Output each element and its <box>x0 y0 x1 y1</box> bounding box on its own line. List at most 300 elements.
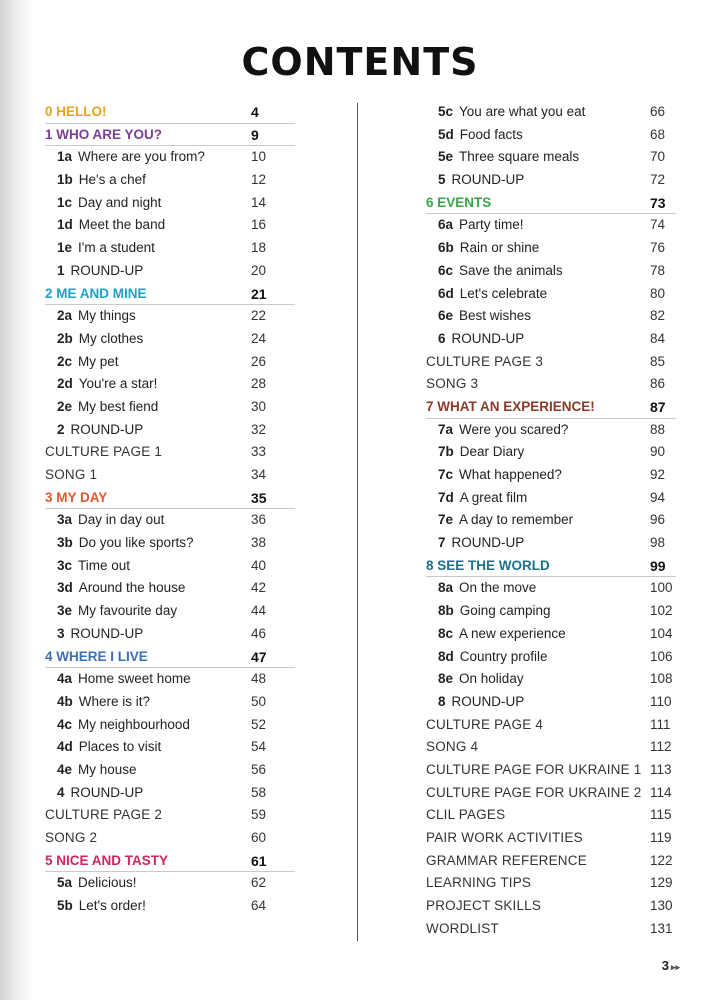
toc-page-number: 78 <box>650 262 666 278</box>
toc-page-number: 40 <box>251 557 267 573</box>
toc-lesson-row <box>426 509 676 532</box>
toc-entry-title <box>438 305 531 328</box>
lesson-code: 1b <box>57 172 73 188</box>
toc-entry-title <box>438 169 524 192</box>
toc-lesson-row <box>45 214 295 237</box>
toc-lesson-row <box>426 237 676 260</box>
toc-unit-row <box>45 850 295 873</box>
toc-extra-row <box>45 827 295 850</box>
toc-lesson-row <box>45 396 295 419</box>
lesson-code: 8 <box>438 693 446 709</box>
toc-page-number: 12 <box>251 172 267 188</box>
lesson-code: 2 <box>57 421 65 437</box>
toc-lesson-row <box>426 124 676 147</box>
toc-entry-title <box>438 260 563 283</box>
toc-entry-title: SONG 3 <box>426 376 479 392</box>
toc-page-number: 32 <box>251 421 267 437</box>
toc-page-number: 114 <box>650 784 672 800</box>
toc-entry-title <box>438 283 547 306</box>
toc-page-number: 64 <box>251 898 267 914</box>
toc-page-number: 100 <box>650 580 673 596</box>
toc-page-number: 58 <box>251 784 267 800</box>
lesson-title: My clothes <box>78 330 144 346</box>
lesson-code: 1 <box>57 262 65 278</box>
toc-entry-title: CULTURE PAGE 4 <box>426 716 544 732</box>
lesson-title: ROUND-UP <box>70 262 144 278</box>
toc-entry-title: 4 WHERE I LIVE <box>45 648 148 664</box>
toc-entry-title: GRAMMAR REFERENCE <box>426 852 587 868</box>
column-divider <box>357 103 358 941</box>
lesson-title: He's a chef <box>78 172 146 188</box>
lesson-title: What happened? <box>459 467 562 482</box>
toc-page-number: 9 <box>251 126 259 143</box>
page-number-text: 3 <box>661 958 669 973</box>
lesson-code: 5 <box>438 172 446 188</box>
toc-lesson-row <box>45 555 295 578</box>
lesson-title: Where are you from? <box>78 149 205 165</box>
lesson-title: On the move <box>459 580 537 596</box>
toc-page-number: 24 <box>251 330 267 346</box>
toc-entry-title: PROJECT SKILLS <box>426 898 542 914</box>
toc-extra-row <box>426 373 676 396</box>
toc-lesson-row <box>45 305 295 328</box>
toc-extra-row <box>426 895 676 918</box>
lesson-code: 5e <box>438 149 454 165</box>
toc-lesson-row <box>45 169 295 192</box>
toc-page-number: 131 <box>650 920 673 936</box>
toc-entry-title <box>438 532 524 555</box>
toc-lesson-row <box>45 623 295 646</box>
lesson-code: 1d <box>57 217 73 233</box>
toc-page-number: 62 <box>251 875 267 891</box>
toc-page-number: 102 <box>650 603 673 619</box>
toc-lesson-row <box>426 419 676 442</box>
lesson-title: ROUND-UP <box>451 535 525 551</box>
toc-entry-title <box>57 668 191 691</box>
lesson-title: Were you scared? <box>459 421 569 437</box>
toc-entry-title <box>438 441 524 464</box>
toc-page-number: 92 <box>650 467 666 482</box>
lesson-title: Day in day out <box>78 512 165 528</box>
toc-entry-title <box>438 487 527 510</box>
toc-page-number: 130 <box>650 898 673 914</box>
lesson-code: 2e <box>57 398 73 414</box>
toc-page-number: 34 <box>251 467 267 482</box>
toc-entry-title <box>57 351 119 374</box>
toc-lesson-row <box>426 283 676 306</box>
toc-entry-title <box>438 691 524 714</box>
toc-extra-row <box>426 827 676 850</box>
toc-unit-row <box>45 101 295 124</box>
toc-entry-title <box>438 328 524 351</box>
toc-page-number: 38 <box>251 535 267 551</box>
lesson-code: 2c <box>57 353 73 369</box>
lesson-title: Three square meals <box>459 149 580 165</box>
toc-lesson-row <box>426 646 676 669</box>
lesson-title: ROUND-UP <box>451 330 525 346</box>
toc-entry-title <box>57 691 150 714</box>
lesson-title: Country profile <box>459 648 548 664</box>
toc-page-number: 122 <box>650 852 673 868</box>
toc-extra-row <box>426 351 676 374</box>
toc-entry-title <box>438 124 523 147</box>
lesson-title: My neighbourhood <box>78 716 190 732</box>
toc-entry-title: 7 WHAT AN EXPERIENCE! <box>426 398 595 414</box>
page-gutter-shadow <box>0 0 34 1000</box>
toc-page-number: 10 <box>251 149 267 165</box>
toc-page-number: 108 <box>650 671 673 687</box>
lesson-code: 4a <box>57 671 73 687</box>
lesson-title: My things <box>78 308 136 324</box>
toc-entry-title <box>57 419 143 442</box>
lesson-code: 3b <box>57 535 73 551</box>
toc-page-number: 18 <box>251 240 267 256</box>
toc-lesson-row <box>45 192 295 215</box>
toc-lesson-row <box>45 351 295 374</box>
toc-page-number: 70 <box>650 149 666 165</box>
toc-page-number: 20 <box>251 262 267 278</box>
toc-lesson-row <box>426 691 676 714</box>
lesson-title: Where is it? <box>78 693 151 709</box>
lesson-code: 2d <box>57 376 73 392</box>
toc-lesson-row <box>426 328 676 351</box>
toc-page-number: 26 <box>251 353 267 369</box>
toc-page-number: 22 <box>251 308 267 324</box>
toc-extra-row <box>45 441 295 464</box>
lesson-title: I'm a student <box>78 240 155 256</box>
toc-lesson-row <box>45 237 295 260</box>
toc-extra-row <box>426 782 676 805</box>
lesson-code: 3c <box>57 557 73 573</box>
toc-lesson-row <box>45 895 295 918</box>
toc-lesson-row <box>45 146 295 169</box>
toc-entry-title: CLIL PAGES <box>426 807 506 823</box>
toc-lesson-row <box>45 872 295 895</box>
toc-extra-row <box>426 759 676 782</box>
toc-lesson-row <box>426 169 676 192</box>
toc-entry-title: PAIR WORK ACTIVITIES <box>426 830 583 845</box>
toc-entry-title <box>57 714 190 737</box>
toc-page-number: 61 <box>251 852 267 869</box>
toc-entry-title <box>57 237 155 260</box>
toc-extra-row <box>45 464 295 487</box>
toc-entry-title <box>57 600 177 623</box>
toc-entry-title <box>57 577 185 600</box>
toc-lesson-row <box>426 668 676 691</box>
toc-entry-title <box>57 782 143 805</box>
page-number <box>662 958 680 973</box>
toc-page-number: 36 <box>251 512 267 528</box>
lesson-title: Time out <box>78 557 131 573</box>
toc-unit-row <box>45 283 295 306</box>
toc-unit-row <box>426 192 676 215</box>
lesson-title: Going camping <box>459 603 551 619</box>
lesson-title: A day to remember <box>459 512 574 528</box>
toc-lesson-row <box>426 441 676 464</box>
toc-lesson-row <box>45 714 295 737</box>
lesson-code: 4d <box>57 739 73 755</box>
toc-entry-title: CULTURE PAGE 3 <box>426 353 544 369</box>
toc-page-number: 110 <box>650 693 672 709</box>
toc-page-number: 14 <box>251 194 267 210</box>
toc-page-number: 21 <box>251 285 267 302</box>
toc-entry-title <box>438 464 562 487</box>
toc-page-number: 48 <box>251 671 267 687</box>
toc-page-number: 54 <box>251 739 267 755</box>
toc-entry-title: CULTURE PAGE FOR UKRAINE 2 <box>426 784 642 800</box>
toc-page-number: 74 <box>650 217 666 233</box>
toc-page-number: 104 <box>650 625 673 641</box>
toc-entry-title: 2 ME AND MINE <box>45 285 147 301</box>
toc-page-number: 16 <box>251 217 267 233</box>
lesson-code: 6b <box>438 240 454 256</box>
toc-lesson-row <box>45 509 295 532</box>
lesson-code: 1e <box>57 240 73 256</box>
toc-page-number: 129 <box>650 875 673 891</box>
lesson-title: Party time! <box>459 217 524 233</box>
lesson-code: 8a <box>438 580 454 596</box>
toc-page-number: 42 <box>251 580 267 596</box>
toc-page-number: 84 <box>650 330 666 346</box>
lesson-code: 3a <box>57 512 73 528</box>
lesson-code: 4b <box>57 693 73 709</box>
toc-entry-title: LEARNING TIPS <box>426 875 532 891</box>
toc-entry-title <box>438 668 524 691</box>
toc-page-number: 46 <box>251 625 267 641</box>
toc-page-number: 68 <box>650 126 666 142</box>
toc-page-number: 28 <box>251 376 267 392</box>
toc-page-number: 87 <box>650 398 666 415</box>
lesson-code: 7c <box>438 467 454 482</box>
lesson-code: 2a <box>57 308 73 324</box>
lesson-title: ROUND-UP <box>451 172 525 188</box>
lesson-title: Delicious! <box>78 875 137 891</box>
toc-entry-title: CULTURE PAGE FOR UKRAINE 1 <box>426 761 642 777</box>
lesson-code: 3d <box>57 580 73 596</box>
lesson-code: 8b <box>438 603 454 619</box>
lesson-code: 7d <box>438 489 454 505</box>
lesson-code: 1a <box>57 149 73 165</box>
toc-lesson-row <box>45 373 295 396</box>
lesson-code: 1c <box>57 194 73 210</box>
toc-extra-row <box>426 850 676 873</box>
toc-entry-title <box>57 736 161 759</box>
toc-lesson-row <box>45 419 295 442</box>
lesson-title: A new experience <box>459 625 566 641</box>
lesson-title: ROUND-UP <box>70 784 144 800</box>
toc-page-number: 66 <box>650 104 666 119</box>
toc-page-number: 112 <box>650 739 672 755</box>
lesson-title: Food facts <box>459 126 523 142</box>
lesson-code: 6e <box>438 308 454 324</box>
toc-unit-row <box>426 555 676 578</box>
toc-lesson-row <box>45 328 295 351</box>
toc-entry-title <box>57 373 157 396</box>
toc-entry-title <box>57 509 164 532</box>
toc-lesson-row <box>426 600 676 623</box>
toc-page-number: 106 <box>650 648 673 664</box>
lesson-title: A great film <box>459 489 528 505</box>
toc-entry-title <box>57 214 165 237</box>
contents-right-column <box>426 101 676 940</box>
toc-entry-title <box>57 555 130 578</box>
toc-entry-title <box>57 328 143 351</box>
toc-entry-title: CULTURE PAGE 2 <box>45 807 163 823</box>
lesson-title: Best wishes <box>459 308 532 324</box>
toc-lesson-row <box>45 577 295 600</box>
lesson-code: 4c <box>57 716 73 732</box>
toc-page-number: 47 <box>251 648 267 665</box>
lesson-title: Home sweet home <box>78 671 191 687</box>
toc-entry-title <box>438 623 566 646</box>
lesson-code: 5d <box>438 126 454 142</box>
toc-entry-title: CULTURE PAGE 1 <box>45 444 163 460</box>
toc-lesson-row <box>45 532 295 555</box>
toc-page-number: 88 <box>650 421 666 437</box>
toc-page-number: 33 <box>251 444 267 460</box>
lesson-code: 7a <box>438 421 454 437</box>
lesson-title: Places to visit <box>78 739 162 755</box>
toc-entry-title <box>438 577 536 600</box>
toc-page-number: 72 <box>650 172 666 188</box>
toc-entry-title: SONG 4 <box>426 739 479 755</box>
toc-page-number: 85 <box>650 353 666 369</box>
toc-entry-title <box>57 260 143 283</box>
lesson-title: Rain or shine <box>459 240 540 256</box>
toc-lesson-row <box>45 600 295 623</box>
lesson-code: 3 <box>57 625 65 641</box>
lesson-code: 5b <box>57 898 73 914</box>
contents-left-column <box>45 101 295 918</box>
toc-extra-row <box>426 736 676 759</box>
lesson-code: 8d <box>438 648 454 664</box>
toc-unit-row <box>45 124 295 147</box>
page-arrow-icon: ▸▸ <box>670 962 680 972</box>
toc-entry-title: 5 NICE AND TASTY <box>45 852 169 868</box>
toc-lesson-row <box>45 736 295 759</box>
lesson-code: 2b <box>57 330 73 346</box>
toc-page-number: 113 <box>650 761 672 777</box>
toc-page-number: 94 <box>650 489 666 505</box>
lesson-code: 7b <box>438 444 454 460</box>
toc-unit-row <box>426 396 676 419</box>
lesson-title: Do you like sports? <box>78 535 194 551</box>
toc-lesson-row <box>45 691 295 714</box>
toc-entry-title <box>57 895 146 918</box>
toc-entry-title <box>438 146 579 169</box>
lesson-title: You are what you eat <box>459 104 586 119</box>
toc-entry-title: 8 SEE THE WORLD <box>426 557 550 573</box>
toc-lesson-row <box>45 260 295 283</box>
toc-lesson-row <box>45 668 295 691</box>
toc-page-number: 59 <box>251 807 267 823</box>
toc-lesson-row <box>426 101 676 124</box>
toc-lesson-row <box>45 782 295 805</box>
lesson-title: My best fiend <box>78 398 159 414</box>
toc-lesson-row <box>426 532 676 555</box>
toc-extra-row <box>45 804 295 827</box>
lesson-code: 6c <box>438 262 454 278</box>
toc-page-number: 76 <box>650 240 666 256</box>
lesson-title: Day and night <box>78 194 162 210</box>
toc-page-number: 90 <box>650 444 666 460</box>
toc-lesson-row <box>426 260 676 283</box>
toc-entry-title <box>438 101 585 124</box>
toc-extra-row <box>426 804 676 827</box>
lesson-title: Meet the band <box>78 217 166 233</box>
toc-entry-title: SONG 2 <box>45 830 98 845</box>
toc-lesson-row <box>426 146 676 169</box>
toc-entry-title <box>438 214 524 237</box>
page-title: CONTENTS <box>241 40 479 84</box>
toc-page-number: 60 <box>251 830 267 845</box>
toc-lesson-row <box>426 487 676 510</box>
lesson-title: My favourite day <box>78 603 178 619</box>
toc-page-number: 44 <box>251 603 267 619</box>
toc-page-number: 73 <box>650 194 666 211</box>
lesson-code: 7 <box>438 535 446 551</box>
toc-page-number: 56 <box>251 761 267 777</box>
toc-page-number: 4 <box>251 104 259 120</box>
toc-entry-title <box>57 192 161 215</box>
lesson-code: 5c <box>438 104 454 119</box>
lesson-code: 8c <box>438 625 454 641</box>
toc-entry-title: 0 HELLO! <box>45 104 107 119</box>
toc-page-number: 99 <box>650 557 666 574</box>
toc-entry-title <box>57 169 146 192</box>
toc-entry-title <box>57 759 137 782</box>
toc-lesson-row <box>45 759 295 782</box>
lesson-code: 5a <box>57 875 73 891</box>
toc-page-number: 35 <box>251 489 267 506</box>
lesson-code: 6a <box>438 217 454 233</box>
toc-entry-title <box>57 396 158 419</box>
toc-page-number: 86 <box>650 376 666 392</box>
toc-entry-title <box>438 509 573 532</box>
toc-page-number: 50 <box>251 693 267 709</box>
toc-page-number: 30 <box>251 398 267 414</box>
toc-page-number: 115 <box>650 807 672 823</box>
lesson-title: ROUND-UP <box>70 625 144 641</box>
lesson-title: ROUND-UP <box>70 421 144 437</box>
toc-page-number: 52 <box>251 716 267 732</box>
toc-lesson-row <box>426 623 676 646</box>
toc-entry-title <box>57 146 205 169</box>
toc-entry-title <box>57 623 143 646</box>
toc-page-number: 96 <box>650 512 666 528</box>
toc-entry-title <box>438 237 539 260</box>
toc-lesson-row <box>426 577 676 600</box>
toc-extra-row <box>426 714 676 737</box>
toc-page-number: 111 <box>650 716 671 732</box>
lesson-title: My house <box>78 761 137 777</box>
lesson-title: You're a star! <box>78 376 158 392</box>
lesson-code: 6d <box>438 285 454 301</box>
lesson-code: 4 <box>57 784 65 800</box>
lesson-title: On holiday <box>459 671 524 687</box>
toc-page-number: 82 <box>650 308 666 324</box>
toc-page-number: 80 <box>650 285 666 301</box>
toc-entry-title <box>438 600 551 623</box>
toc-page-number: 119 <box>650 830 672 845</box>
toc-page-number: 98 <box>650 535 666 551</box>
toc-unit-row <box>45 646 295 669</box>
toc-lesson-row <box>426 305 676 328</box>
toc-entry-title <box>57 532 194 555</box>
lesson-title: Let's celebrate <box>459 285 548 301</box>
lesson-title: ROUND-UP <box>451 693 525 709</box>
lesson-code: 4e <box>57 761 73 777</box>
